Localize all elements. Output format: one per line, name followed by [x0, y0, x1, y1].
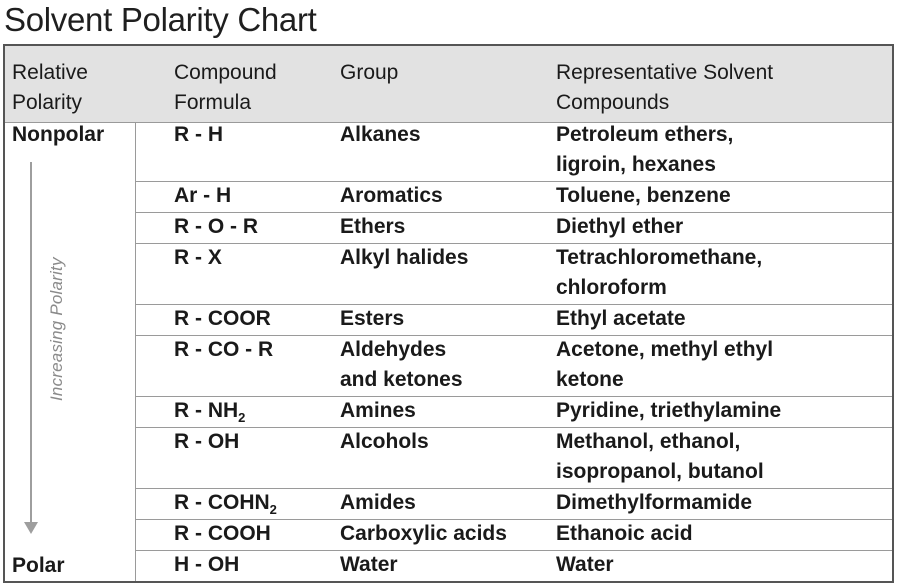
formula-text: R - X [174, 246, 222, 269]
group-line: Esters [340, 307, 405, 330]
table-header [5, 46, 892, 123]
formula-text: R - NH [174, 399, 239, 422]
group-line: Carboxylic acids [340, 522, 507, 545]
solvent-line: Pyridine, triethylamine [556, 399, 782, 422]
formula-cell [174, 120, 223, 150]
solvent-cell [556, 243, 886, 303]
group-cell [340, 335, 550, 395]
formula-cell [174, 335, 273, 365]
formula-cell [174, 550, 239, 580]
group-cell [340, 396, 550, 426]
solvent-cell [556, 396, 886, 426]
formula-subscript: 2 [269, 502, 277, 517]
solvent-line: chloroform [556, 276, 667, 299]
solvent-cell [556, 304, 886, 334]
header-line: Compounds [556, 91, 670, 114]
table-row [136, 396, 892, 428]
header-representative-solvents [556, 58, 773, 118]
group-line: Aromatics [340, 184, 443, 207]
down-arrow-icon [24, 522, 38, 534]
solvent-line: Methanol, ethanol, [556, 430, 741, 453]
header-line: Polarity [12, 91, 83, 114]
solvent-line: Ethanoic acid [556, 522, 693, 545]
solvent-line: Water [556, 553, 614, 576]
group-line: Water [340, 553, 398, 576]
solvent-line: Ethyl acetate [556, 307, 686, 330]
header-line: Relative [12, 61, 88, 84]
increasing-polarity-label: Increasing Polarity [47, 257, 66, 401]
formula-text: R - H [174, 123, 223, 146]
solvent-cell [556, 335, 886, 395]
formula-cell [174, 427, 239, 457]
page-title: Solvent Polarity Chart [4, 1, 317, 38]
group-cell [340, 304, 550, 334]
solvent-line: ligroin, hexanes [556, 153, 716, 176]
formula-cell [174, 243, 222, 273]
table-row [136, 335, 892, 397]
solvent-cell [556, 181, 886, 211]
polarity-table [3, 44, 894, 583]
solvent-line: Diethyl ether [556, 215, 684, 238]
table-row [136, 181, 892, 213]
formula-text: R - COOH [174, 522, 271, 545]
group-line: Aldehydes [340, 338, 447, 361]
table-row [136, 519, 892, 551]
group-line: Alkanes [340, 123, 421, 146]
group-cell [340, 488, 550, 518]
group-line: Alcohols [340, 430, 429, 453]
group-cell [340, 181, 550, 211]
header-line: Compound [174, 61, 277, 84]
group-line: Amines [340, 399, 416, 422]
header-group [340, 58, 398, 88]
formula-cell [174, 212, 258, 242]
formula-subscript: 2 [238, 410, 246, 425]
group-line: Alkyl halides [340, 246, 469, 269]
group-line: and ketones [340, 368, 463, 391]
formula-text: R - CO - R [174, 338, 274, 361]
group-cell [340, 427, 550, 457]
table-row [136, 120, 892, 182]
group-cell [340, 550, 550, 580]
solvent-line: Tetrachloromethane, [556, 246, 763, 269]
formula-text: H - OH [174, 553, 240, 576]
solvent-cell [556, 519, 886, 549]
formula-text: R - COHN [174, 491, 270, 514]
polar-label: Polar [12, 554, 65, 577]
header-relative-polarity [12, 58, 88, 118]
solvent-cell [556, 212, 886, 242]
group-cell [340, 120, 550, 150]
header-compound-formula [174, 58, 277, 118]
table-row [136, 243, 892, 305]
group-line: Ethers [340, 215, 406, 238]
header-line: Formula [174, 91, 252, 114]
formula-cell [174, 304, 271, 334]
formula-text: Ar - H [174, 184, 232, 207]
solvent-line: Toluene, benzene [556, 184, 731, 207]
header-line: Group [340, 61, 399, 84]
group-cell [340, 243, 550, 273]
table-row [136, 550, 892, 581]
group-cell [340, 212, 550, 242]
polarity-arrow-shaft [30, 162, 32, 524]
formula-text: R - OH [174, 430, 240, 453]
formula-text: R - O - R [174, 215, 258, 238]
group-cell [340, 519, 550, 549]
solvent-cell [556, 550, 886, 580]
nonpolar-label: Nonpolar [12, 123, 105, 146]
solvent-cell [556, 120, 886, 180]
table-row [136, 488, 892, 520]
solvent-line: Petroleum ethers, [556, 123, 734, 146]
solvent-line: Dimethylformamide [556, 491, 753, 514]
group-line: Amides [340, 491, 416, 514]
solvent-line: isopropanol, butanol [556, 460, 764, 483]
formula-cell [174, 519, 271, 549]
solvent-line: ketone [556, 368, 624, 391]
formula-text: R - COOR [174, 307, 271, 330]
table-row [136, 212, 892, 244]
solvent-cell [556, 427, 886, 487]
solvent-cell [556, 488, 886, 518]
table-row [136, 427, 892, 489]
table-row [136, 304, 892, 336]
solvent-line: Acetone, methyl ethyl [556, 338, 774, 361]
formula-cell [174, 181, 231, 211]
header-line: Representative Solvent [556, 61, 774, 84]
